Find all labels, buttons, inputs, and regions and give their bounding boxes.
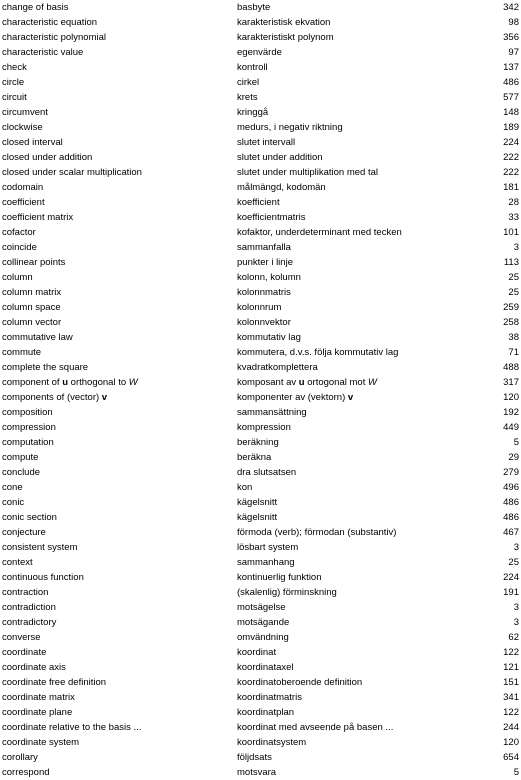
english-term: commute [2,347,42,358]
page-number: 3 [513,542,519,553]
glossary-row [0,435,521,450]
swedish-term: kontinuerlig funktion [237,572,322,583]
glossary-row [0,135,521,150]
page-number: 151 [503,677,519,688]
page-number: 192 [503,407,519,418]
glossary-row [0,75,521,90]
page-number: 258 [503,317,519,328]
page-number: 189 [503,122,519,133]
glossary-row [0,660,521,675]
swedish-term: lösbart system [237,542,299,553]
swedish-term: krets [237,92,258,103]
english-term: computation [2,437,54,448]
page-number: 317 [503,377,519,388]
swedish-term: koordinat med avseende på basen ... [237,722,394,733]
english-term: characteristic equation [2,17,98,28]
glossary-row [0,120,521,135]
swedish-term: koordinatsystem [237,737,307,748]
page-number: 29 [508,452,519,463]
swedish-term: sammanhang [237,557,295,568]
english-term: conic [2,497,25,508]
page-number: 121 [503,662,519,673]
glossary-row [0,45,521,60]
glossary-row [0,510,521,525]
page-number: 120 [503,392,519,403]
page-number: 279 [503,467,519,478]
glossary-row [0,525,521,540]
swedish-term: medurs, i negativ riktning [237,122,343,133]
page-number: 122 [503,647,519,658]
page-number: 5 [513,767,519,778]
glossary-row [0,705,521,720]
swedish-term: målmängd, kodomän [237,182,326,193]
swedish-term: egenvärde [237,47,282,58]
glossary-row [0,165,521,180]
page-number: 38 [508,332,519,343]
english-term: circle [2,77,25,88]
english-term: cone [2,482,23,493]
page-number: 181 [503,182,519,193]
english-term: contradiction [2,602,56,613]
term-fragment: v [101,392,108,403]
glossary-row [0,0,521,15]
english-term: coordinate free definition [2,677,107,688]
swedish-term: kringgå [237,107,269,118]
swedish-term: kompression [237,422,291,433]
term-fragment: components of (vector) [2,392,102,403]
glossary-row [0,285,521,300]
english-term: coordinate relative to the basis ... [2,722,142,733]
swedish-term: karakteristiskt polynom [237,32,334,43]
page-number: 486 [503,497,519,508]
english-term: characteristic value [2,47,84,58]
page-number: 224 [503,137,519,148]
english-term: conclude [2,467,41,478]
term-fragment: komposant av [237,377,299,388]
swedish-term: kolonnmatris [237,287,291,298]
page-number: 342 [503,2,519,13]
english-term: coordinate matrix [2,692,75,703]
page-number: 244 [503,722,519,733]
page-number: 486 [503,77,519,88]
english-term: closed under scalar multiplication [2,167,142,178]
swedish-term: motsvara [237,767,277,778]
swedish-term: cirkel [237,77,260,88]
glossary-row [0,90,521,105]
page-number: 62 [508,632,519,643]
glossary-row [0,465,521,480]
glossary-row [0,630,521,645]
english-term: consistent system [2,542,78,553]
swedish-term [237,375,377,390]
english-term: change of basis [2,2,69,13]
glossary-row [0,555,521,570]
swedish-term: omvändning [237,632,289,643]
swedish-term: koordinataxel [237,662,294,673]
term-fragment: komponenter av (vektorn) [237,392,348,403]
swedish-term: slutet intervall [237,137,296,148]
page-number: 5 [513,437,519,448]
glossary-row [0,255,521,270]
term-fragment: u [62,377,69,388]
english-term: collinear points [2,257,66,268]
english-term: commutative law [2,332,73,343]
glossary-row [0,405,521,420]
glossary-row [0,540,521,555]
english-term: coincide [2,242,37,253]
page-number: 25 [508,287,519,298]
page-number: 120 [503,737,519,748]
swedish-term: sammanfalla [237,242,291,253]
glossary-row [0,765,521,780]
english-term [2,390,107,405]
glossary-row [0,105,521,120]
page-number: 3 [513,242,519,253]
english-term: conic section [2,512,57,523]
page-number: 654 [503,752,519,763]
term-fragment: v [347,392,354,403]
glossary-row [0,585,521,600]
page-number: 101 [503,227,519,238]
page-number: 122 [503,707,519,718]
term-fragment: u [298,377,305,388]
english-term: column [2,272,33,283]
page-number: 577 [503,92,519,103]
term-fragment: component of [2,377,63,388]
page-number: 449 [503,422,519,433]
glossary-row [0,495,521,510]
term-fragment: W [128,377,138,388]
glossary-row [0,675,521,690]
glossary-row [0,690,521,705]
swedish-term: kägelsnitt [237,512,278,523]
page-number: 33 [508,212,519,223]
swedish-term: kofaktor, underdeterminant med tecken [237,227,402,238]
glossary-row [0,15,521,30]
glossary-row [0,300,521,315]
english-term: coordinate system [2,737,80,748]
page-number: 341 [503,692,519,703]
glossary-row [0,735,521,750]
english-term: coefficient matrix [2,212,74,223]
swedish-term: kolonnvektor [237,317,291,328]
swedish-term: kommutera, d.v.s. följa kommutativ lag [237,347,399,358]
swedish-term: följdsats [237,752,272,763]
page-number: 28 [508,197,519,208]
english-term: circuit [2,92,27,103]
glossary-row [0,375,521,390]
swedish-term: koordinat [237,647,277,658]
page-number: 97 [508,47,519,58]
english-term: continuous function [2,572,84,583]
swedish-term: kolonnrum [237,302,282,313]
swedish-term [237,390,353,405]
english-term: cofactor [2,227,36,238]
english-term: clockwise [2,122,43,133]
term-fragment: orthogonal to [68,377,129,388]
swedish-term: motsägande [237,617,290,628]
swedish-term: slutet under addition [237,152,323,163]
english-term: closed interval [2,137,63,148]
swedish-term: basbyte [237,2,271,13]
swedish-term: koordinatmatris [237,692,302,703]
swedish-term: koefficientmatris [237,212,306,223]
swedish-term: kvadratkomplettera [237,362,318,373]
glossary-row [0,195,521,210]
swedish-term: karakteristisk ekvation [237,17,331,28]
glossary-row [0,420,521,435]
glossary-row [0,210,521,225]
swedish-term: sammansättning [237,407,307,418]
english-term: column vector [2,317,62,328]
english-term: characteristic polynomial [2,32,107,43]
page-number: 137 [503,62,519,73]
english-term: coordinate axis [2,662,66,673]
english-term: check [2,62,27,73]
glossary-row [0,30,521,45]
swedish-term: koefficient [237,197,280,208]
glossary-row [0,600,521,615]
page-number: 486 [503,512,519,523]
glossary-row [0,330,521,345]
english-term: coordinate [2,647,47,658]
swedish-term: koordinatplan [237,707,295,718]
page-number: 496 [503,482,519,493]
english-term: conjecture [2,527,46,538]
swedish-term: kontroll [237,62,268,73]
page-number: 222 [503,167,519,178]
page-number: 356 [503,32,519,43]
english-term: circumvent [2,107,48,118]
english-term: contraction [2,587,49,598]
english-term: closed under addition [2,152,93,163]
english-term: complete the square [2,362,89,373]
glossary-row [0,345,521,360]
page-number: 467 [503,527,519,538]
glossary-row [0,150,521,165]
english-term: context [2,557,33,568]
glossary-row [0,180,521,195]
english-term: compression [2,422,56,433]
swedish-term: förmoda (verb); förmodan (substantiv) [237,527,397,538]
page-number: 3 [513,602,519,613]
english-term [2,375,138,390]
glossary-row [0,390,521,405]
swedish-term: punkter i linje [237,257,293,268]
english-term: corollary [2,752,38,763]
english-term: converse [2,632,41,643]
term-fragment: ortogonal mot [304,377,368,388]
english-term: coefficient [2,197,45,208]
glossary-row [0,315,521,330]
page-number: 25 [508,272,519,283]
swedish-term: kägelsnitt [237,497,278,508]
glossary-row [0,450,521,465]
page-number: 259 [503,302,519,313]
swedish-term: beräkning [237,437,279,448]
glossary-row [0,360,521,375]
page-number: 148 [503,107,519,118]
swedish-term: kolonn, kolumn [237,272,301,283]
english-term: column matrix [2,287,62,298]
glossary-row [0,480,521,495]
page-number: 71 [508,347,519,358]
swedish-term: motsägelse [237,602,286,613]
english-term: composition [2,407,53,418]
glossary-row [0,240,521,255]
swedish-term: dra slutsatsen [237,467,297,478]
english-term: contradictory [2,617,57,628]
swedish-term: slutet under multiplikation med tal [237,167,378,178]
glossary-row [0,615,521,630]
english-term: column space [2,302,61,313]
page-number: 191 [503,587,519,598]
page-number: 113 [503,257,519,268]
glossary-row [0,570,521,585]
swedish-term: (skalenlig) förminskning [237,587,337,598]
page-number: 25 [508,557,519,568]
glossary-row [0,270,521,285]
english-term: correspond [2,767,50,778]
page-number: 224 [503,572,519,583]
page-number: 488 [503,362,519,373]
swedish-term: beräkna [237,452,272,463]
term-fragment: W [367,377,377,388]
glossary-row [0,225,521,240]
page-number: 3 [513,617,519,628]
page-number: 98 [508,17,519,28]
english-term: codomain [2,182,44,193]
swedish-term: kon [237,482,253,493]
swedish-term: koordinatoberoende definition [237,677,363,688]
english-term: coordinate plane [2,707,73,718]
glossary-row [0,60,521,75]
english-term: compute [2,452,39,463]
glossary-row [0,645,521,660]
swedish-term: kommutativ lag [237,332,301,343]
page-number: 222 [503,152,519,163]
glossary-row [0,720,521,735]
glossary-row [0,750,521,765]
